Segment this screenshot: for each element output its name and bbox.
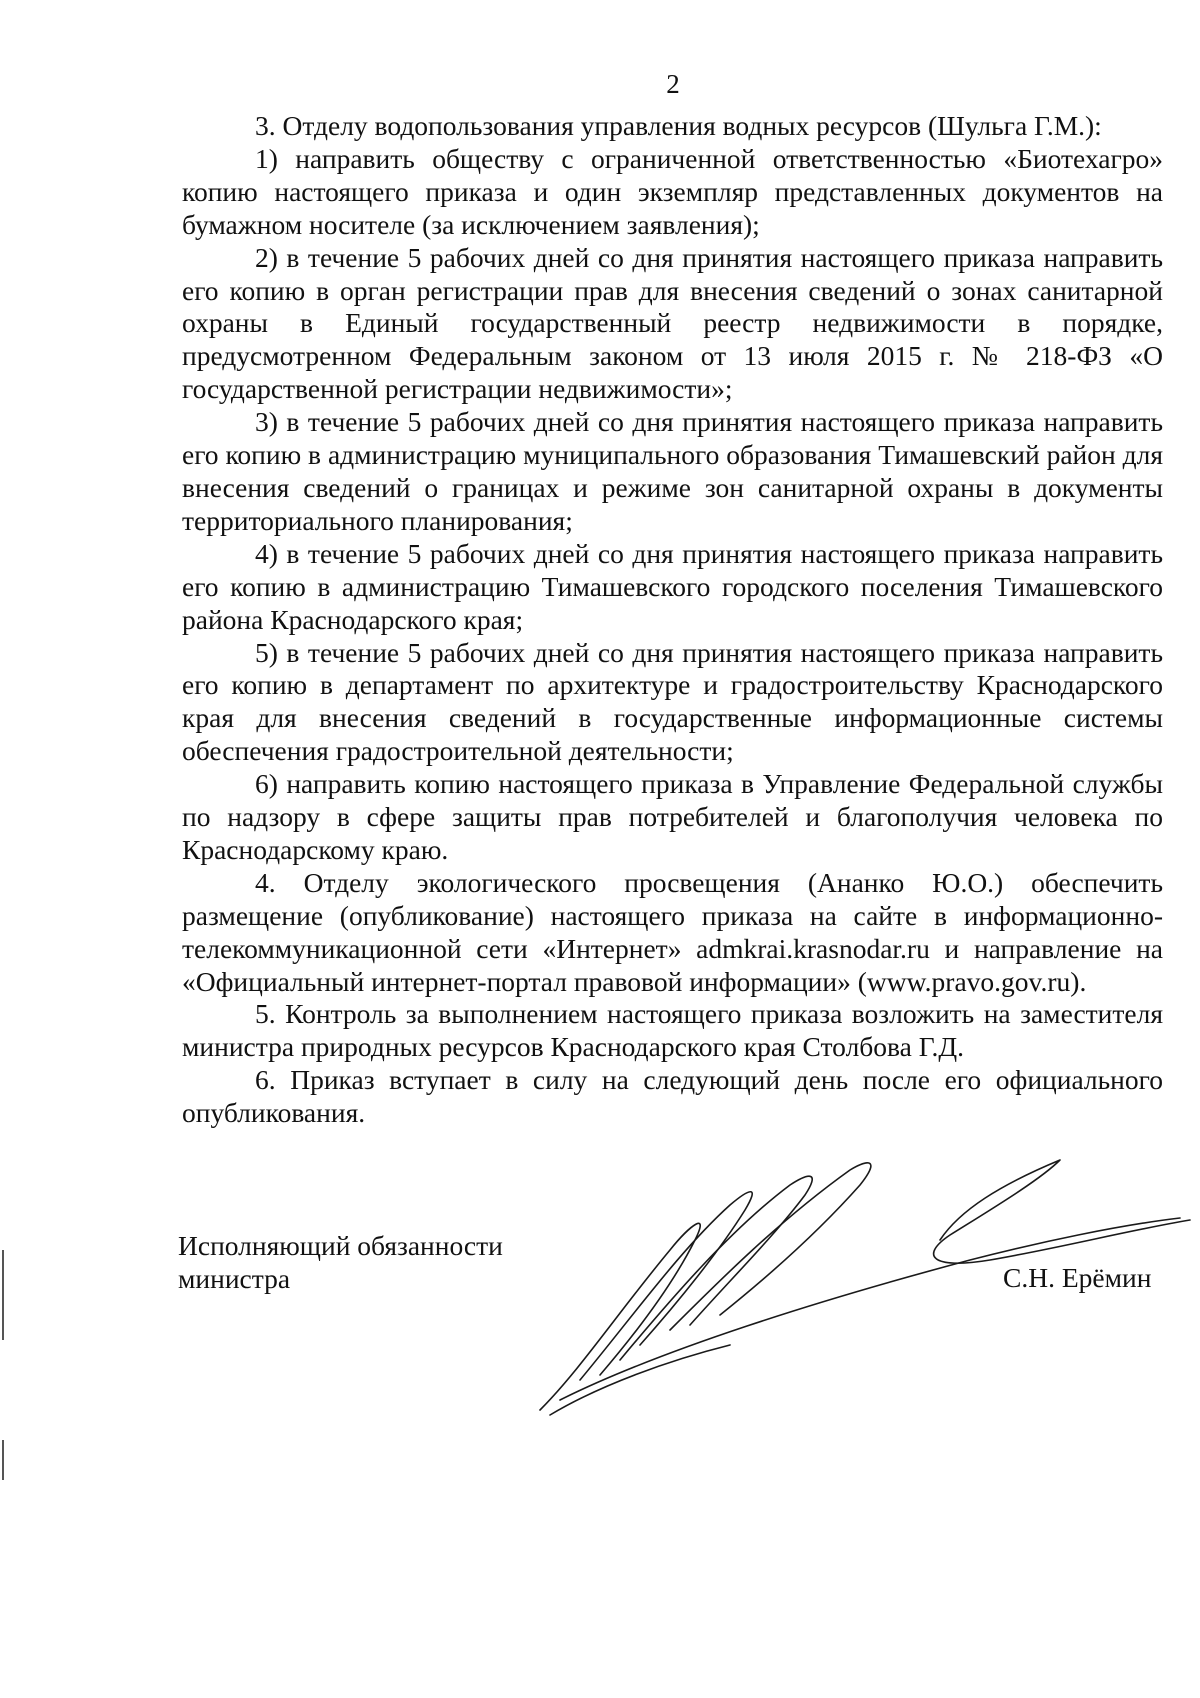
paragraph-subitem-3: 3) в течение 5 рабочих дней со дня принятия настоящего приказа направить его копию в администрацию муниципального образования Тимашевский район для внесения сведений о границах и режиме зон санитарной охраны в документы территориального планирования; [182,406,1163,536]
paragraph-subitem-4: 4) в течение 5 рабочих дней со дня принятия настоящего приказа направить его копию в администрацию Тимашевского городского поселения Тимашевского района Краснодарского края; [182,537,1163,635]
paragraph-item-4: 4. Отделу экологического просвещения (Ананко Ю.О.) обеспечить размещение (опубликование) настоящего приказа на сайте в информационно-телекоммуникационной сети «Интернет» admkrai.krasnodar.ru и направление на «Официальный интернет-портал правовой информации» (www.pravo.gov.ru). [182,866,1163,997]
signer-title-line-2: министра [178,1262,291,1294]
paragraph-item-3: 3. Отделу водопользования управления водных ресурсов (Шульга Г.М.): [255,110,1102,141]
signer-name: С.Н. Ерёмин [1003,1262,1152,1293]
paragraph-subitem-2: 2) в течение 5 рабочих дней со дня принятия настоящего приказа направить его копию в орган регистрации прав для внесения сведений о зонах санитарной охраны в Единый государственный реестр недвижимости в порядке, предусмотренном Федеральным законом от 13 июля 2015 г. № 218-ФЗ «О государственной регистрации недвижимости»; [182,241,1163,405]
paragraph-subitem-5: 5) в течение 5 рабочих дней со дня принятия настоящего приказа направить его копию в департамент по архитектуре и градостроительству Краснодарского края для внесения сведений в государственные информационные системы обеспечения градостроительной деятельности; [182,636,1163,767]
paragraph-item-5: 5. Контроль за выполнением настоящего приказа возложить на заместителя министра природных ресурсов Краснодарского края Столбова Г.Д. [182,998,1163,1063]
paragraph-item-6: 6. Приказ вступает в силу на следующий день после его официального опубликования. [182,1064,1163,1129]
paragraph-subitem-1: 1) направить обществу с ограниченной ответственностью «Биотехагро» копию настоящего приказа и один экземпляр представленных документов на бумажном носителе (за исключением заявления); [182,142,1163,240]
signer-title [178,1230,503,1296]
document-body [182,110,1163,1130]
paragraph-subitem-6: 6) направить копию настоящего приказа в Управление Федеральной службы по надзору в сфере защиты прав потребителей и благополучия человека по Краснодарскому краю. [182,768,1163,865]
scan-edge-mark [2,1440,4,1480]
signer-title-line-1: Исполняющий обязанности [178,1230,503,1261]
scan-edge-mark [2,1250,4,1340]
page-number: 2 [666,69,680,99]
